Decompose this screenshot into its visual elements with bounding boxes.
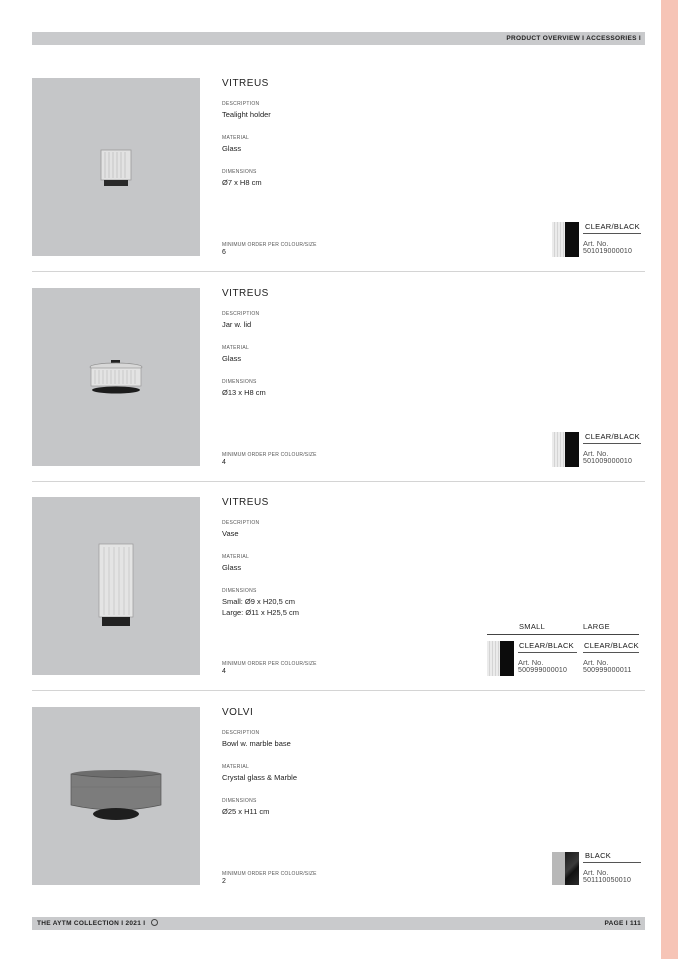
footer-left (37, 917, 158, 930)
page-footer-bar (32, 917, 645, 930)
product-name: VOLVI (222, 707, 254, 718)
moq-label: MINIMUM ORDER PER COLOUR/SIZE (222, 871, 317, 877)
product-photo (32, 288, 200, 466)
description-label: DESCRIPTION (222, 311, 260, 317)
variant-divider (583, 443, 641, 444)
art-no-label: Art. No. (583, 658, 609, 667)
art-no-label: Art. No. (518, 658, 544, 667)
colour-swatch (552, 852, 579, 885)
description-label: DESCRIPTION (222, 101, 260, 107)
product-name: VITREUS (222, 288, 269, 299)
dimensions-value: Ø7 x H8 cm (222, 178, 262, 187)
moq-label: MINIMUM ORDER PER COLOUR/SIZE (222, 242, 317, 248)
section-divider (32, 690, 645, 691)
moq-value: 4 (222, 668, 226, 675)
product-photo (32, 497, 200, 675)
moq-label: MINIMUM ORDER PER COLOUR/SIZE (222, 452, 317, 458)
moq-value: 6 (222, 249, 226, 256)
art-no-value-small: 500999000010 (518, 667, 568, 674)
material-value: Glass (222, 354, 242, 363)
material-value: Glass (222, 144, 242, 153)
material-label: MATERIAL (222, 554, 250, 560)
variant-colour-large: CLEAR/BLACK (584, 641, 639, 650)
description-value: Bowl w. marble base (222, 739, 291, 748)
description-label: DESCRIPTION (222, 520, 260, 526)
variant-divider (583, 233, 641, 234)
colour-swatch (487, 641, 514, 676)
dimensions-label: DIMENSIONS (222, 169, 257, 175)
art-no-value: 501019000010 (583, 248, 633, 255)
dimensions-label: DIMENSIONS (222, 588, 257, 594)
dimensions-value: Ø13 x H8 cm (222, 388, 266, 397)
dimensions-value: Ø25 x H11 cm (222, 807, 270, 816)
art-no-value-large: 500999000011 (583, 667, 632, 674)
variant-divider (583, 652, 639, 653)
variant-colour: BLACK (585, 851, 612, 860)
colour-swatch (552, 432, 579, 467)
product-card-jar (32, 288, 645, 498)
dimensions-value-large: Large: Ø11 x H25,5 cm (222, 608, 299, 617)
art-no-label: Art. No. (583, 868, 609, 877)
variant-divider (518, 652, 577, 653)
product-card-tealight (32, 78, 645, 288)
footer-collection-text: THE AYTM COLLECTION I 2021 I (37, 920, 146, 927)
product-name: VITREUS (222, 497, 269, 508)
dimensions-label: DIMENSIONS (222, 379, 257, 385)
description-value: Vase (222, 529, 239, 538)
product-photo (32, 707, 200, 885)
size-small-header: SMALL (519, 622, 546, 631)
product-name: VITREUS (222, 78, 269, 89)
tealight-holder-image (32, 78, 200, 256)
art-no-label: Art. No. (583, 239, 609, 248)
vase-image (32, 497, 200, 675)
variant-divider (583, 862, 641, 863)
size-header-rule (487, 634, 639, 635)
description-label: DESCRIPTION (222, 730, 260, 736)
colour-swatch (552, 222, 579, 257)
description-value: Jar w. lid (222, 320, 252, 329)
header-text: PRODUCT OVERVIEW I ACCESSORIES I (506, 35, 641, 42)
section-divider (32, 481, 645, 482)
bowl-image (32, 707, 200, 885)
size-large-header: LARGE (583, 622, 610, 631)
art-no-value: 501110050010 (583, 877, 632, 884)
footer-page-number: PAGE I 111 (604, 920, 641, 927)
section-divider (32, 271, 645, 272)
material-label: MATERIAL (222, 345, 250, 351)
jar-with-lid-image (32, 288, 200, 466)
description-value: Tealight holder (222, 110, 271, 119)
moq-value: 4 (222, 459, 226, 466)
dimensions-value-small: Small: Ø9 x H20,5 cm (222, 597, 295, 606)
product-photo (32, 78, 200, 256)
art-no-label: Art. No. (583, 449, 609, 458)
material-label: MATERIAL (222, 764, 250, 770)
product-card-vase (32, 497, 645, 707)
variant-colour-small: CLEAR/BLACK (519, 641, 574, 650)
dimensions-label: DIMENSIONS (222, 798, 257, 804)
art-no-value: 501009000010 (583, 458, 633, 465)
page-edge-strip (661, 0, 678, 959)
page-header-bar (32, 32, 645, 45)
variant-colour: CLEAR/BLACK (585, 432, 640, 441)
brand-logo-icon (151, 919, 158, 926)
material-label: MATERIAL (222, 135, 250, 141)
material-value: Crystal glass & Marble (222, 773, 298, 782)
moq-label: MINIMUM ORDER PER COLOUR/SIZE (222, 661, 317, 667)
moq-value: 2 (222, 878, 226, 885)
variant-colour: CLEAR/BLACK (585, 222, 640, 231)
product-card-bowl (32, 707, 645, 917)
material-value: Glass (222, 563, 242, 572)
